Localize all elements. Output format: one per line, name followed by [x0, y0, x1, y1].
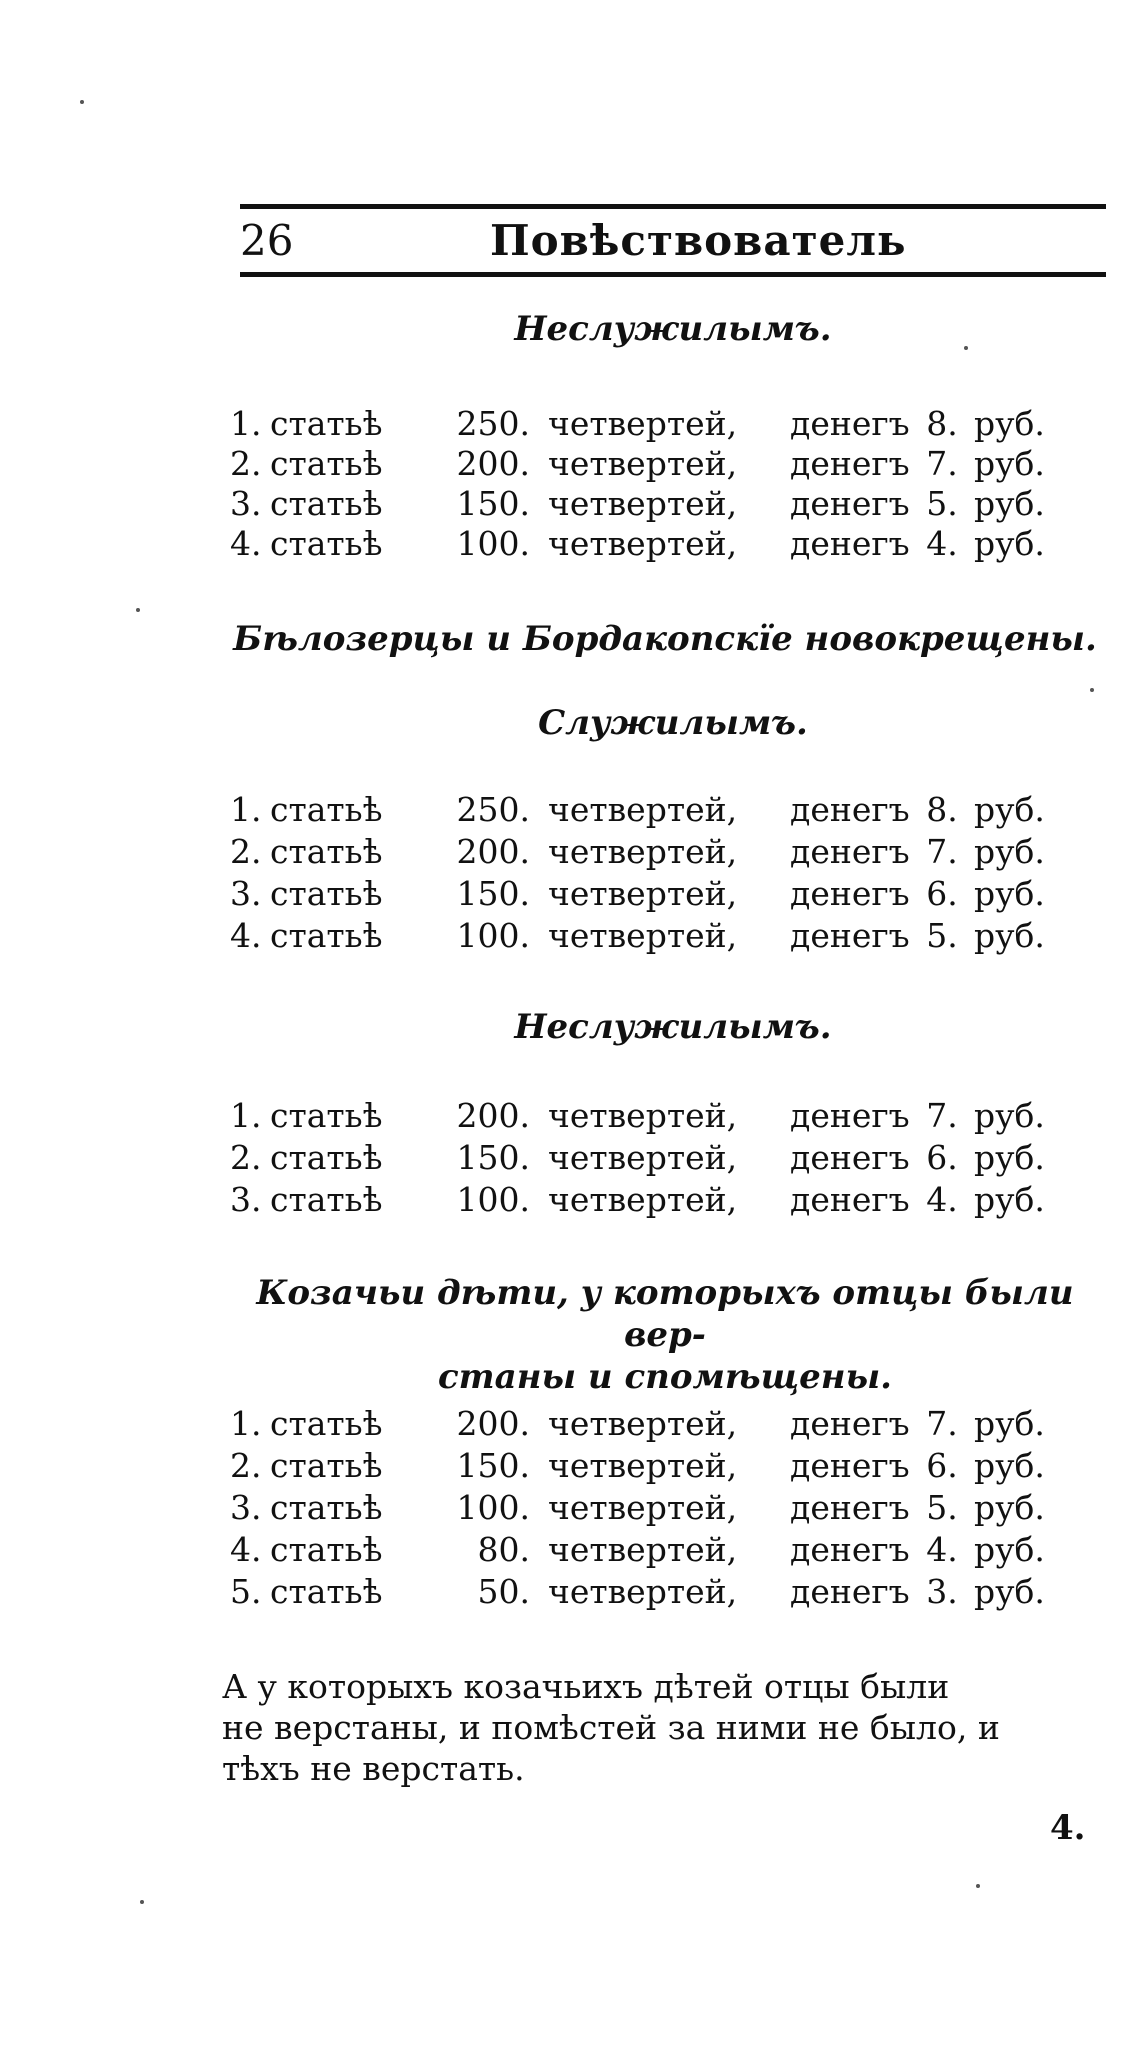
row-stat: статьѣ: [270, 874, 383, 913]
row-number: 4.: [230, 916, 262, 955]
row-chetvertey: четвертей,: [548, 1572, 738, 1611]
row-rubles: 4.: [926, 1530, 958, 1569]
section-heading-nesluzhilym-2: Неслужилымъ.: [514, 1007, 832, 1047]
row-chetvertey: четвертей,: [548, 916, 738, 955]
row-rubles: 5.: [926, 916, 958, 955]
row-number: 3.: [230, 1180, 262, 1219]
table-row: [230, 404, 1110, 444]
row-quantity: 250.: [456, 404, 530, 443]
row-number: 2.: [230, 832, 262, 871]
row-chetvertey: четвертей,: [548, 1096, 738, 1135]
row-currency: руб.: [974, 524, 1045, 563]
row-deneg: денегъ: [790, 790, 910, 829]
row-currency: руб.: [974, 444, 1045, 483]
scan-speck: [976, 1884, 980, 1888]
row-stat: статьѣ: [270, 1404, 383, 1443]
section-heading-sluzhilym: Служилымъ.: [538, 703, 808, 743]
row-chetvertey: четвертей,: [548, 874, 738, 913]
row-quantity: 200.: [456, 832, 530, 871]
heading-line-1: Козачьи дѣти, у которыхъ отцы были вер-: [256, 1273, 1074, 1355]
row-stat: статьѣ: [270, 484, 383, 523]
row-deneg: денегъ: [790, 444, 910, 483]
row-currency: руб.: [974, 916, 1045, 955]
row-currency: руб.: [974, 404, 1045, 443]
row-stat: статьѣ: [270, 1138, 383, 1177]
table-row: [230, 1530, 1110, 1570]
paragraph-line-2: не верстаны, и помѣстей за ними не было, и: [222, 1708, 1000, 1747]
table-row: [230, 484, 1110, 524]
closing-paragraph: [222, 1666, 1096, 1789]
row-number: 5.: [230, 1572, 262, 1611]
row-deneg: денегъ: [790, 1180, 910, 1219]
row-chetvertey: четвертей,: [548, 1180, 738, 1219]
row-currency: руб.: [974, 790, 1045, 829]
table-row: [230, 444, 1110, 484]
row-rubles: 4.: [926, 1180, 958, 1219]
section-heading-kozachi-deti: [220, 1272, 1110, 1398]
row-deneg: денегъ: [790, 1404, 910, 1443]
row-quantity: 80.: [477, 1530, 530, 1569]
scan-speck: [136, 608, 140, 612]
row-number: 2.: [230, 1138, 262, 1177]
row-deneg: денегъ: [790, 916, 910, 955]
table-row: [230, 916, 1110, 956]
heading-line-2: станы и спомѣщены.: [437, 1357, 893, 1397]
table-row: [230, 1180, 1110, 1220]
row-quantity: 100.: [456, 1180, 530, 1219]
row-stat: статьѣ: [270, 1488, 383, 1527]
row-number: 4.: [230, 524, 262, 563]
catchword: 4.: [1050, 1808, 1086, 1848]
row-number: 1.: [230, 1404, 262, 1443]
row-chetvertey: четвертей,: [548, 484, 738, 523]
row-currency: руб.: [974, 1530, 1045, 1569]
row-number: 3.: [230, 484, 262, 523]
row-number: 1.: [230, 790, 262, 829]
row-rubles: 8.: [926, 790, 958, 829]
table-row: [230, 1138, 1110, 1178]
row-currency: руб.: [974, 1138, 1045, 1177]
row-rubles: 3.: [926, 1572, 958, 1611]
row-quantity: 150.: [456, 874, 530, 913]
row-number: 1.: [230, 404, 262, 443]
row-deneg: денегъ: [790, 832, 910, 871]
row-rubles: 4.: [926, 524, 958, 563]
row-chetvertey: четвертей,: [548, 1446, 738, 1485]
row-chetvertey: четвертей,: [548, 1488, 738, 1527]
table-row: [230, 524, 1110, 564]
row-quantity: 150.: [456, 1446, 530, 1485]
row-chetvertey: четвертей,: [548, 524, 738, 563]
row-chetvertey: четвертей,: [548, 444, 738, 483]
row-quantity: 200.: [456, 1404, 530, 1443]
row-currency: руб.: [974, 832, 1045, 871]
header-rule-top: [240, 204, 1106, 209]
scan-speck: [140, 1900, 144, 1904]
row-rubles: 6.: [926, 874, 958, 913]
row-quantity: 200.: [456, 1096, 530, 1135]
row-stat: статьѣ: [270, 916, 383, 955]
row-stat: статьѣ: [270, 524, 383, 563]
row-currency: руб.: [974, 1572, 1045, 1611]
row-deneg: денегъ: [790, 484, 910, 523]
row-deneg: денегъ: [790, 1488, 910, 1527]
row-number: 2.: [230, 1446, 262, 1485]
row-currency: руб.: [974, 1446, 1045, 1485]
table-row: [230, 1572, 1110, 1612]
row-quantity: 100.: [456, 1488, 530, 1527]
section-heading-belozertsy: Бѣлозерцы и Бордакопскїе новокрещены.: [233, 619, 1097, 659]
row-stat: статьѣ: [270, 1096, 383, 1135]
row-currency: руб.: [974, 1404, 1045, 1443]
row-quantity: 100.: [456, 916, 530, 955]
running-head: [240, 210, 1106, 272]
row-deneg: денегъ: [790, 524, 910, 563]
table-row: [230, 1488, 1110, 1528]
row-deneg: денегъ: [790, 404, 910, 443]
row-deneg: денегъ: [790, 1530, 910, 1569]
scan-speck: [80, 100, 84, 104]
row-stat: статьѣ: [270, 1530, 383, 1569]
row-chetvertey: четвертей,: [548, 1530, 738, 1569]
row-rubles: 7.: [926, 832, 958, 871]
row-chetvertey: четвертей,: [548, 1138, 738, 1177]
row-stat: статьѣ: [270, 1446, 383, 1485]
row-number: 4.: [230, 1530, 262, 1569]
table-row: [230, 874, 1110, 914]
row-rubles: 6.: [926, 1446, 958, 1485]
row-quantity: 50.: [477, 1572, 530, 1611]
table-row: [230, 832, 1110, 872]
row-currency: руб.: [974, 1096, 1045, 1135]
scan-speck: [1090, 688, 1094, 692]
row-rubles: 5.: [926, 484, 958, 523]
row-deneg: денегъ: [790, 874, 910, 913]
row-rubles: 7.: [926, 1096, 958, 1135]
row-chetvertey: четвертей,: [548, 404, 738, 443]
row-deneg: денегъ: [790, 1138, 910, 1177]
row-number: 3.: [230, 874, 262, 913]
row-currency: руб.: [974, 1180, 1045, 1219]
row-stat: статьѣ: [270, 790, 383, 829]
paragraph-line-3: тѣхъ не верстать.: [222, 1749, 525, 1788]
running-title: Повѣствователь: [490, 216, 907, 265]
table-row: [230, 1404, 1110, 1444]
row-chetvertey: четвертей,: [548, 790, 738, 829]
row-deneg: денегъ: [790, 1572, 910, 1611]
scan-speck: [964, 346, 968, 350]
row-rubles: 7.: [926, 1404, 958, 1443]
row-deneg: денегъ: [790, 1446, 910, 1485]
row-number: 3.: [230, 1488, 262, 1527]
row-quantity: 200.: [456, 444, 530, 483]
row-deneg: денегъ: [790, 1096, 910, 1135]
row-number: 2.: [230, 444, 262, 483]
row-quantity: 150.: [456, 484, 530, 523]
row-chetvertey: четвертей,: [548, 1404, 738, 1443]
page-number: 26: [240, 216, 294, 265]
row-currency: руб.: [974, 874, 1045, 913]
row-currency: руб.: [974, 1488, 1045, 1527]
row-chetvertey: четвертей,: [548, 832, 738, 871]
table-row: [230, 1096, 1110, 1136]
row-stat: статьѣ: [270, 444, 383, 483]
row-rubles: 7.: [926, 444, 958, 483]
header-rule-bottom: [240, 272, 1106, 277]
table-row: [230, 1446, 1110, 1486]
row-rubles: 8.: [926, 404, 958, 443]
row-quantity: 100.: [456, 524, 530, 563]
row-stat: статьѣ: [270, 404, 383, 443]
row-stat: статьѣ: [270, 1180, 383, 1219]
row-stat: статьѣ: [270, 1572, 383, 1611]
row-rubles: 5.: [926, 1488, 958, 1527]
row-stat: статьѣ: [270, 832, 383, 871]
table-row: [230, 790, 1110, 830]
row-number: 1.: [230, 1096, 262, 1135]
paragraph-line-1: А у которыхъ козачьихъ дѣтей отцы были: [222, 1667, 950, 1706]
row-quantity: 150.: [456, 1138, 530, 1177]
section-heading-nesluzhilym-1: Неслужилымъ.: [514, 309, 832, 349]
row-rubles: 6.: [926, 1138, 958, 1177]
row-quantity: 250.: [456, 790, 530, 829]
row-currency: руб.: [974, 484, 1045, 523]
